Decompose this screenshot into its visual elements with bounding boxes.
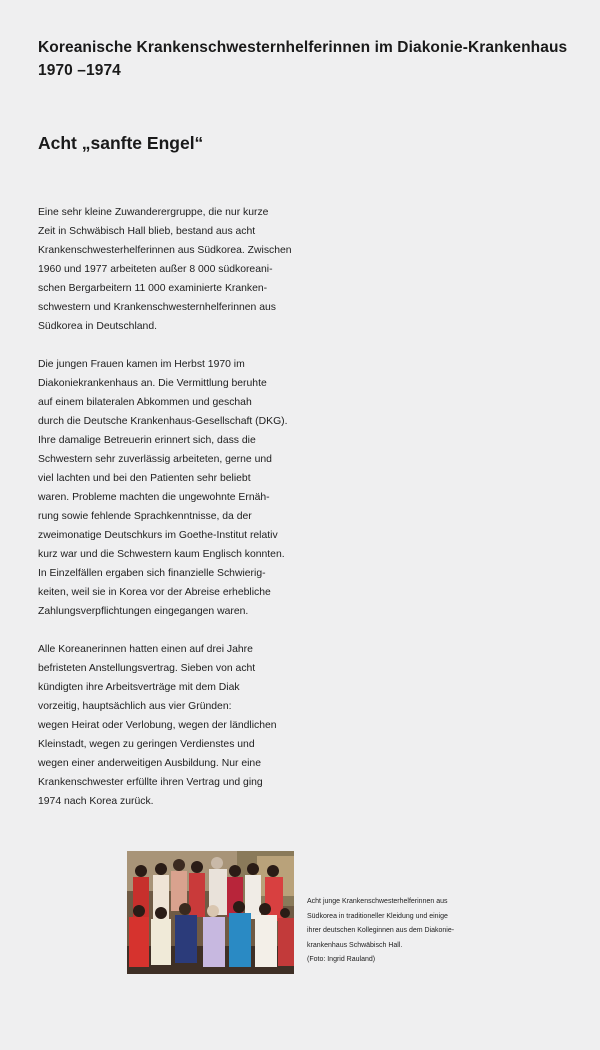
text-line: Südkorea in Deutschland.	[38, 321, 157, 332]
text-line: durch die Deutsche Krankenhaus-Gesellschaft (DKG).	[38, 416, 288, 427]
text-line: Krankenschwester erfüllte ihren Vertrag und ging	[38, 777, 263, 788]
text-line: schwestern und Krankenschwesternhelferinnen aus	[38, 302, 276, 313]
page-title-line-1: Koreanische Krankenschwesternhelferinnen im Diakonie-Krankenhaus	[38, 39, 568, 56]
text-line: wegen Heirat oder Verlobung, wegen der ländlichen	[38, 720, 277, 731]
text-line: rung sowie fehlende Sprachkenntnisse, da der	[38, 511, 252, 522]
text-line: Zeit in Schwäbisch Hall blieb, bestand aus acht	[38, 226, 256, 237]
group-photo-illustration	[127, 851, 294, 974]
paragraph-2	[38, 355, 303, 621]
text-line: Ihre damalige Betreuerin erinnert sich, dass die	[38, 435, 256, 446]
caption-line: Südkorea in traditioneller Kleidung und einige	[307, 912, 448, 920]
photo-caption	[307, 895, 507, 968]
caption-line: ihrer deutschen Kolleginnen aus dem Diakonie-	[307, 927, 455, 934]
text-line: Diakoniekrankenhaus an. Die Vermittlung beruhte	[38, 378, 267, 389]
caption-line: krankenhaus Schwäbisch Hall.	[307, 941, 403, 949]
text-line: viel lachten und bei den Patienten sehr beliebt	[38, 473, 251, 484]
text-line: 1960 und 1977 arbeiteten außer 8 000 südkoreani-	[38, 264, 273, 275]
text-line: kündigten ihre Arbeitsverträge mit dem Diak	[38, 682, 240, 693]
text-line: vorzeitig, hauptsächlich aus vier Gründen:	[38, 701, 232, 712]
text-line: Krankenschwesterhelferinnen aus Südkorea. Zwischen	[38, 245, 292, 256]
group-photo	[127, 851, 294, 974]
text-line: befristeten Anstellungsvertrag. Sieben von acht	[38, 663, 256, 674]
text-line: kurz war und die Schwestern kaum Englisch konnten.	[38, 549, 285, 560]
text-line: zweimonatige Deutschkurs im Goethe-Institut relativ	[38, 530, 278, 541]
text-line: Zahlungsverpflichtungen eingegangen waren.	[38, 606, 249, 617]
caption-line: Acht junge Krankenschwesterhelferinnen aus	[307, 898, 448, 905]
paragraph-3	[38, 640, 303, 811]
page-title	[38, 36, 578, 82]
text-line: Schwestern sehr zuverlässig arbeiteten, gerne und	[38, 454, 272, 465]
text-line: schen Bergarbeitern 11 000 examinierte Kranken-	[38, 283, 268, 294]
text-line: Kleinstadt, wegen zu geringen Verdienstes und	[38, 739, 255, 750]
page-title-line-2: 1970 –1974	[38, 62, 121, 79]
text-line: Eine sehr kleine Zuwanderergruppe, die nur kurze	[38, 207, 269, 218]
section-heading: Acht „sanfte Engel“	[38, 133, 204, 153]
paragraph-1	[38, 203, 303, 336]
text-line: auf einem bilateralen Abkommen und geschah	[38, 397, 252, 408]
text-line: 1974 nach Korea zurück.	[38, 796, 154, 807]
text-line: Die jungen Frauen kamen im Herbst 1970 im	[38, 359, 245, 370]
text-line: wegen einer anderweitigen Ausbildung. Nur eine	[38, 758, 261, 769]
text-line: In Einzelfällen ergaben sich finanzielle Schwierig-	[38, 568, 266, 579]
body-text	[38, 203, 303, 830]
text-line: waren. Probleme machten die ungewohnte Ernäh-	[38, 492, 270, 503]
text-line: Alle Koreanerinnen hatten einen auf drei Jahre	[38, 644, 253, 655]
photo-credit: (Foto: Ingrid Rauland)	[307, 956, 376, 963]
text-line: keiten, weil sie in Korea vor der Abreise erhebliche	[38, 587, 271, 598]
